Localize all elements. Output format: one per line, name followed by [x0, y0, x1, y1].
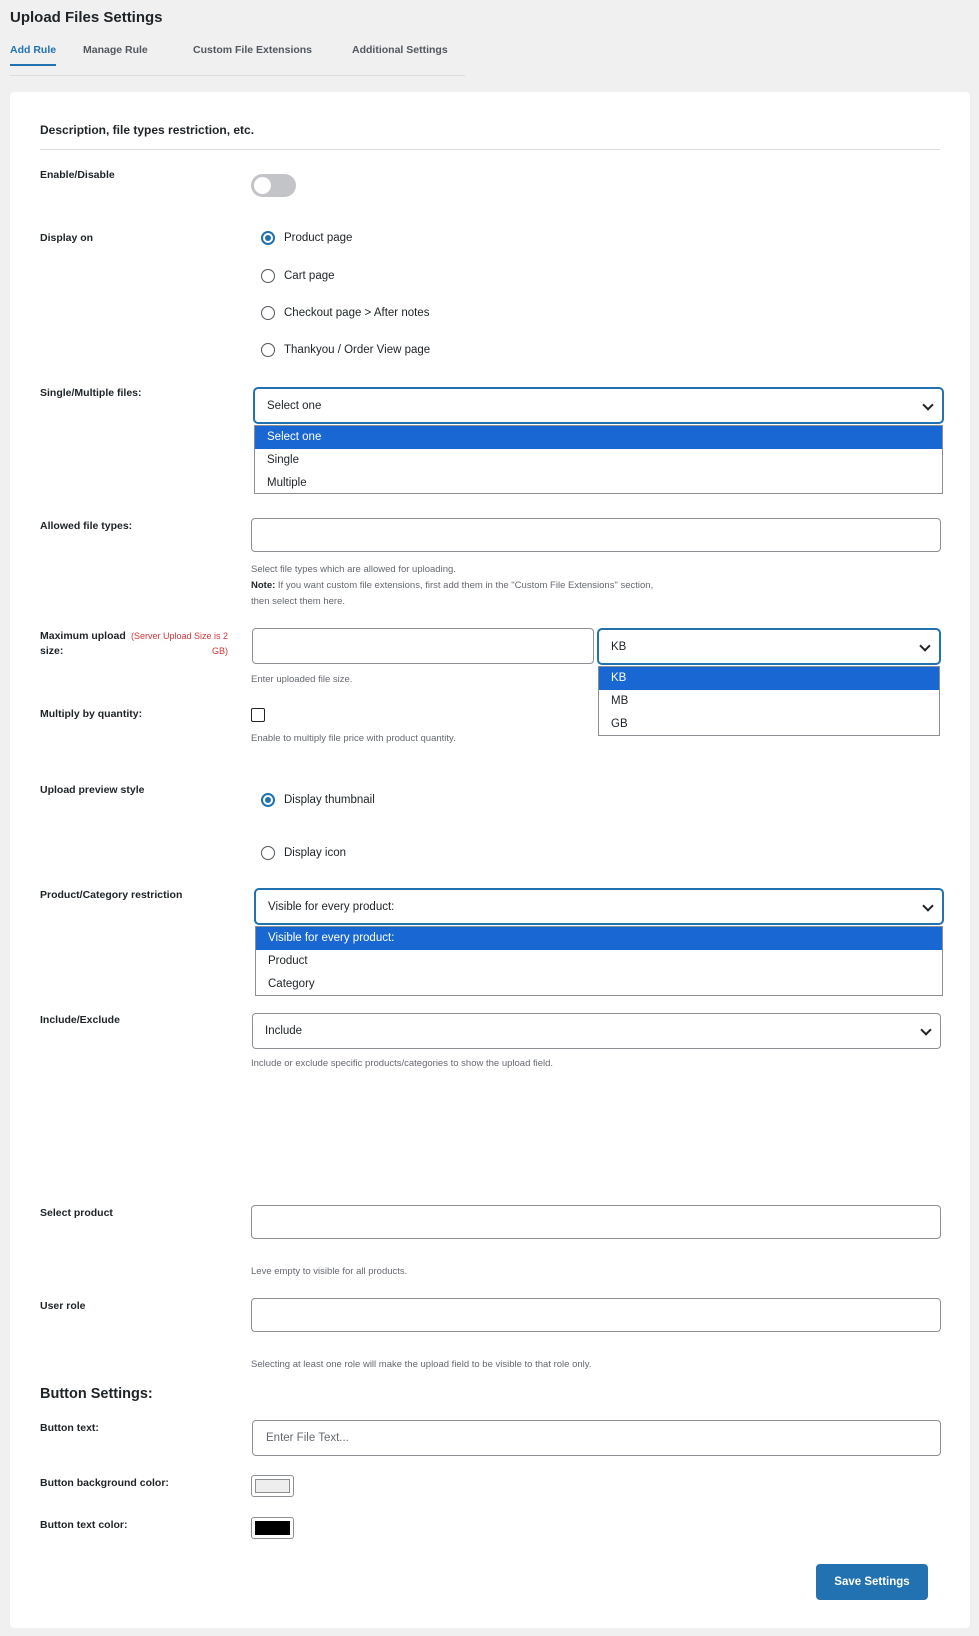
- section-divider: [40, 149, 940, 150]
- button-bg-color-label: Button background color:: [40, 1477, 169, 1489]
- radio-selected-icon: [261, 793, 275, 807]
- radio-icon: [261, 846, 275, 860]
- multiply-label: Multiply by quantity:: [40, 708, 143, 720]
- max-size-label: Maximum upload size:: [40, 630, 126, 657]
- user-role-help: Selecting at least one role will make the upload field to be visible to that role only.: [251, 1359, 592, 1370]
- user-role-input[interactable]: [251, 1298, 941, 1332]
- button-text-label: Button text:: [40, 1422, 99, 1434]
- multiply-help: Enable to multiply file price with product quantity.: [251, 733, 456, 744]
- radio-label: Cart page: [284, 270, 335, 282]
- enable-label: Enable/Disable: [40, 169, 115, 181]
- note-label: Note:: [251, 580, 276, 591]
- option-kb[interactable]: KB: [599, 667, 939, 690]
- note-text: If you want custom file extensions, first add them in the "Custom File Extensions" section,: [275, 580, 654, 591]
- server-size-note: (Server Upload Size is 2 GB): [130, 631, 228, 656]
- select-value: Include: [265, 1025, 303, 1037]
- allowed-types-help: [251, 562, 653, 610]
- option-product[interactable]: Product: [268, 955, 308, 967]
- allowed-types-input[interactable]: [251, 518, 941, 552]
- radio-display-thumbnail[interactable]: [261, 793, 375, 807]
- multiply-checkbox[interactable]: [251, 708, 265, 722]
- tab-add-rule[interactable]: Add Rule: [10, 44, 56, 66]
- radio-label: Display icon: [284, 847, 346, 859]
- button-text-color-picker[interactable]: [251, 1517, 294, 1539]
- max-size-input[interactable]: [252, 628, 594, 664]
- radio-label: Product page: [284, 232, 353, 244]
- tab-custom-file-extensions[interactable]: Custom File Extensions: [193, 44, 313, 56]
- user-role-label: User role: [40, 1300, 86, 1312]
- chevron-down-icon: [922, 399, 933, 410]
- option-mb[interactable]: MB: [611, 695, 629, 707]
- option-gb[interactable]: GB: [611, 718, 628, 730]
- include-exclude-label: Include/Exclude: [40, 1014, 120, 1026]
- chevron-down-icon: [922, 900, 933, 911]
- help-line: then select them here.: [251, 596, 345, 607]
- radio-label: Thankyou / Order View page: [284, 344, 431, 356]
- color-swatch: [255, 1521, 290, 1535]
- save-settings-button[interactable]: Save Settings: [816, 1564, 928, 1600]
- radio-label: Display thumbnail: [284, 794, 375, 806]
- option-select-one[interactable]: Select one: [255, 426, 942, 449]
- section-heading: Description, file types restriction, etc.: [40, 123, 255, 137]
- toggle-knob: [254, 177, 271, 194]
- settings-card: [10, 92, 970, 1628]
- include-exclude-help: Include or exclude specific products/categories to show the upload field.: [251, 1058, 554, 1069]
- option-visible-every-product[interactable]: Visible for every product:: [256, 927, 942, 950]
- radio-checkout-page[interactable]: [261, 306, 429, 320]
- radio-display-icon[interactable]: [261, 846, 346, 860]
- tab-manage-rule[interactable]: Manage Rule: [83, 44, 148, 56]
- button-text-color-label: Button text color:: [40, 1519, 128, 1531]
- select-product-help: Leve empty to visible for all products.: [251, 1266, 408, 1277]
- tab-additional-settings[interactable]: Additional Settings: [352, 44, 448, 56]
- select-value: Select one: [267, 399, 322, 412]
- display-on-label: Display on: [40, 232, 94, 244]
- help-note-line: [251, 578, 653, 594]
- button-settings-heading: Button Settings:: [40, 1386, 153, 1402]
- files-mode-select[interactable]: [254, 388, 943, 423]
- button-text-input[interactable]: [252, 1420, 941, 1456]
- button-bg-color-picker[interactable]: [251, 1475, 294, 1497]
- color-swatch: [255, 1479, 290, 1493]
- radio-product-page[interactable]: [261, 231, 352, 245]
- option-category[interactable]: Category: [268, 978, 315, 990]
- option-single[interactable]: Single: [267, 454, 299, 466]
- size-unit-select[interactable]: [598, 629, 940, 664]
- radio-icon: [261, 343, 275, 357]
- allowed-types-label: Allowed file types:: [40, 520, 133, 532]
- restriction-select[interactable]: [255, 889, 943, 924]
- radio-cart-page[interactable]: [261, 269, 335, 283]
- radio-icon: [261, 269, 275, 283]
- select-product-label: Select product: [40, 1207, 113, 1219]
- size-unit-dropdown: [598, 666, 940, 736]
- radio-label: Checkout page > After notes: [284, 307, 430, 319]
- include-exclude-select[interactable]: [252, 1013, 941, 1049]
- help-line: Select file types which are allowed for uploading.: [251, 564, 456, 575]
- select-value: Visible for every product:: [268, 900, 395, 913]
- files-mode-dropdown: [254, 425, 943, 494]
- max-size-help: Enter uploaded file size.: [251, 674, 353, 685]
- files-mode-label: Single/Multiple files:: [40, 387, 142, 399]
- select-product-input[interactable]: [251, 1205, 941, 1239]
- restriction-label: Product/Category restriction: [40, 889, 183, 901]
- radio-thankyou-page[interactable]: [261, 343, 430, 357]
- radio-selected-icon: [261, 231, 275, 245]
- restriction-dropdown: [255, 926, 943, 996]
- radio-icon: [261, 306, 275, 320]
- preview-label: Upload preview style: [40, 784, 145, 796]
- chevron-down-icon: [919, 640, 930, 651]
- enable-toggle[interactable]: [251, 174, 296, 197]
- option-multiple[interactable]: Multiple: [267, 477, 307, 489]
- page-title: Upload Files Settings: [10, 9, 163, 26]
- select-value: KB: [611, 640, 627, 653]
- chevron-down-icon: [920, 1024, 931, 1035]
- tab-bar: [10, 42, 465, 76]
